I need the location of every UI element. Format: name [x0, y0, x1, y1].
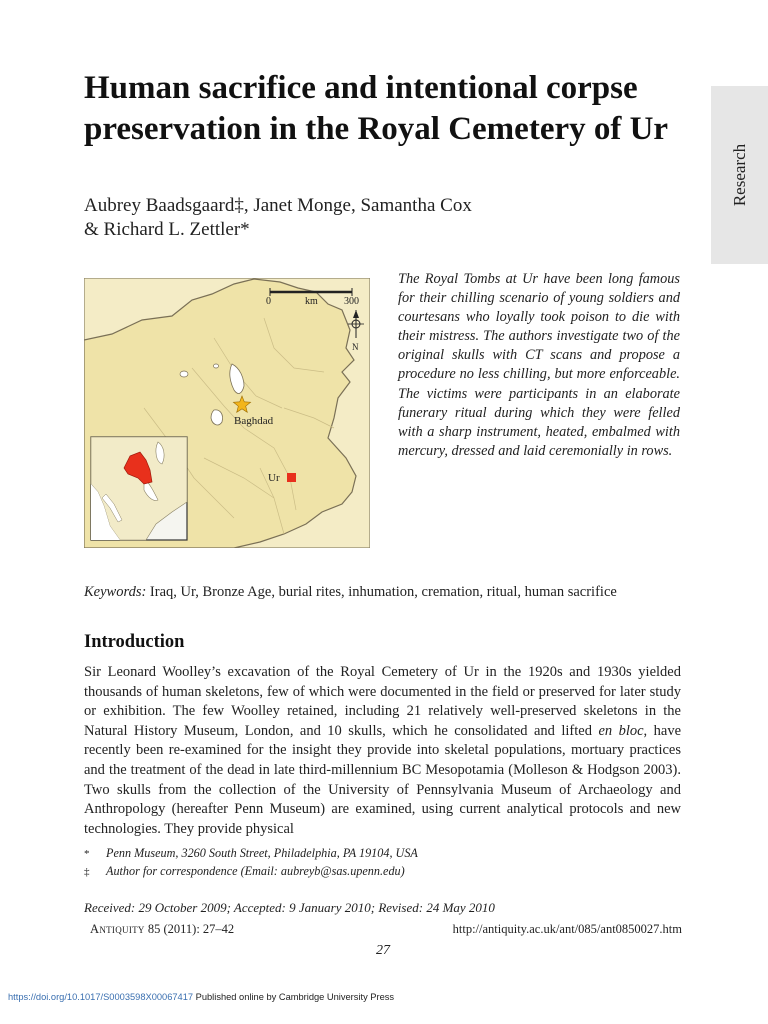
region-inset-map: [91, 437, 187, 540]
scale-label-unit: km: [305, 296, 318, 307]
footnote-1: [84, 846, 418, 861]
scale-label-start: 0: [266, 296, 271, 307]
doi-link[interactable]: https://doi.org/10.1017/S0003598X00067417: [8, 992, 194, 1002]
article-title: Human sacrifice and intentional corpse preservation in the Royal Cemetery of Ur: [84, 70, 669, 147]
footnote-2: [84, 864, 405, 879]
doi-footer: [8, 992, 394, 1002]
footnote-2-text: Author for correspondence (Email: aubreyb@sas.upenn.edu): [106, 864, 405, 878]
article-url: http://antiquity.ac.uk/ant/085/ant0850027.htm: [452, 922, 682, 936]
page-number: 27: [376, 943, 390, 958]
footnote-2-symbol: ‡: [84, 866, 90, 878]
ur-marker-icon: [287, 473, 296, 482]
published-note: Published online by Cambridge University Press: [193, 992, 395, 1002]
north-label: N: [352, 342, 359, 352]
journal-volume-pages: 85 (2011): 27–42: [144, 922, 235, 936]
intro-emphasis: en bloc: [598, 722, 644, 739]
journal-name: Antiquity: [90, 922, 145, 936]
city-label-ur: Ur: [268, 472, 280, 484]
section-heading-introduction: Introduction: [84, 632, 185, 652]
abstract: The Royal Tombs at Ur have been long famous for their chilling scenario of young soldiers and courtesans who loyally took poison to die with their mistress. The authors investigate two of the original skulls with CT scans and propose a procedure no less chilling, but more enforceable. The victims were participants in an elaborate funerary ritual during which they were felled with a sharp instrument, heated, embalmed with mercury, dressed and laid ceremonially in rows.: [398, 271, 680, 459]
footnote-1-symbol: *: [84, 848, 90, 860]
intro-paragraph: Sir Leonard Woolley’s excavation of the Royal Cemetery of Ur in the 1920s and 1930s yielded thousands of human skeletons, few of which were documented in the field or preserved for later study or exhibition. The few Woolley retained, including 21 relatively well-preserved skeletons in the Natural History Museum, London, and 10 skulls, which he consolidated and lifted en bloc, have recently been re-examined for the insight they provide into skeletal populations, mortuary practices and the treatment of the dead in late third-millennium BC Mesopotamia (Molleson & Hodgson 2003). Two skulls from the collection of the University of Pennsylvania Museum of Archaeology and Anthropology (hereafter Penn Museum) are examined, using current analytical protocols and new technologies. They provide physical: [84, 664, 682, 837]
author-line-1: Aubrey Baadsgaard‡, Janet Monge, Samantha Cox: [84, 195, 472, 216]
lake-small-1: [180, 371, 188, 377]
section-tab: [711, 86, 768, 264]
section-tab-label: Research: [729, 143, 749, 207]
author-list: [84, 194, 644, 242]
keywords-list: Iraq, Ur, Bronze Age, burial rites, inhumation, cremation, ritual, human sacrifice: [149, 584, 617, 600]
footnote-1-text: Penn Museum, 3260 South Street, Philadelphia, PA 19104, USA: [106, 846, 418, 860]
scale-label-end: 300: [344, 296, 359, 307]
lake-small-2: [214, 364, 219, 368]
keywords: [84, 584, 704, 601]
iraq-location-map: [84, 278, 370, 548]
city-label-baghdad: Baghdad: [234, 415, 274, 427]
article-dates: Received: 29 October 2009; Accepted: 9 January 2010; Revised: 24 May 2010: [84, 900, 495, 915]
journal-citation: [90, 922, 234, 937]
introduction-body: [84, 663, 681, 839]
lake-habbaniyah: [211, 410, 223, 425]
keywords-label: Keywords:: [84, 584, 147, 600]
author-line-2: & Richard L. Zettler*: [84, 219, 250, 240]
